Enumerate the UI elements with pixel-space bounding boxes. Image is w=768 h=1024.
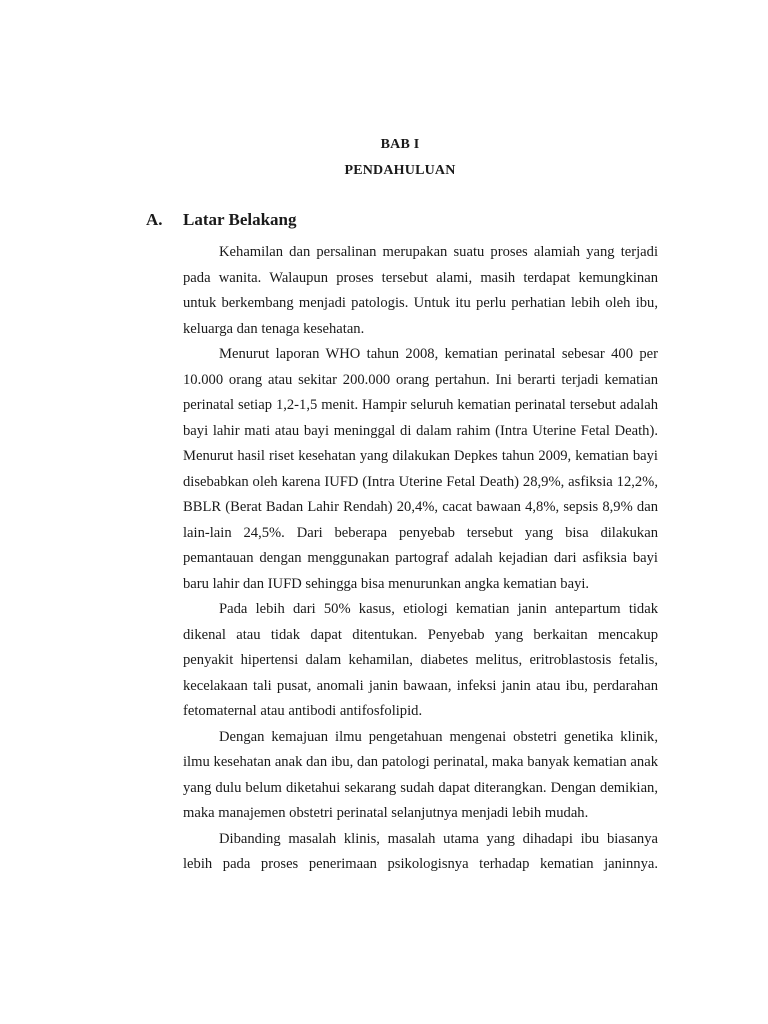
paragraph: Dengan kemajuan ilmu pengetahuan mengenai obstetri genetika klinik, ilmu kesehatan anak dan ibu, dan patologi perinatal, maka banyak kematian anak yang dulu belum diketahui sekarang sudah dapat diterangkan. Dengan demikian, maka manajemen obstetri perinatal selanjutnya menjadi lebih mudah. [183, 728, 658, 821]
section-title: Latar Belakang [183, 210, 297, 229]
section-heading [146, 210, 297, 230]
section-letter: A. [146, 210, 163, 229]
paragraph: Menurut laporan WHO tahun 2008, kematian perinatal sebesar 400 per 10.000 orang atau sekitar 200.000 orang pertahun. Ini berarti terjadi kematian perinatal setiap 1,2-1,5 menit. Hampir seluruh kematian perinatal tersebut adalah bayi lahir mati atau bayi meninggal di dalam rahim (Intra Uterine Fetal Death). Menurut hasil riset kesehatan yang dilakukan Depkes tahun 2009, kematian bayi disebabkan oleh karena IUFD (Intra Uterine Fetal Death) 28,9%, asfiksia 12,2%, BBLR (Berat Badan Lahir Rendah) 20,4%, cacat bawaan 4,8%, sepsis 8,9% dan lain-lain 24,5%. Dari beberapa penyebab tersebut yang bisa dilakukan pemantauan dengan menggunakan partograf adalah kejadian dari asfiksia bayi baru lahir dan IUFD sehingga bisa menurunkan angka kematian bayi. [183, 346, 658, 592]
paragraph: Pada lebih dari 50% kasus, etiologi kematian janin antepartum tidak dikenal atau tidak dapat ditentukan. Penyebab yang berkaitan mencakup penyakit hipertensi dalam kehamilan, diabetes melitus, eritroblastosis fetalis, kecelakaan tali pusat, anomali janin bawaan, infeksi janin atau ibu, perdarahan fetomaternal atau antibodi antifosfolipid. [183, 601, 658, 719]
body-text [183, 240, 658, 878]
paragraph: Kehamilan dan persalinan merupakan suatu proses alamiah yang terjadi pada wanita. Walaupun proses tersebut alami, masih terdapat kemungkinan untuk berkembang menjadi patologis. Untuk itu perlu perhatian lebih oleh ibu, keluarga dan tenaga kesehatan. [183, 244, 658, 337]
chapter-number: BAB I [380, 137, 420, 152]
paragraph: Dibanding masalah klinis, masalah utama yang dihadapi ibu biasanya lebih pada proses penerimaan psikologisnya terhadap kematian janinnya. [183, 830, 658, 872]
chapter-title: PENDAHULUAN [344, 163, 456, 178]
